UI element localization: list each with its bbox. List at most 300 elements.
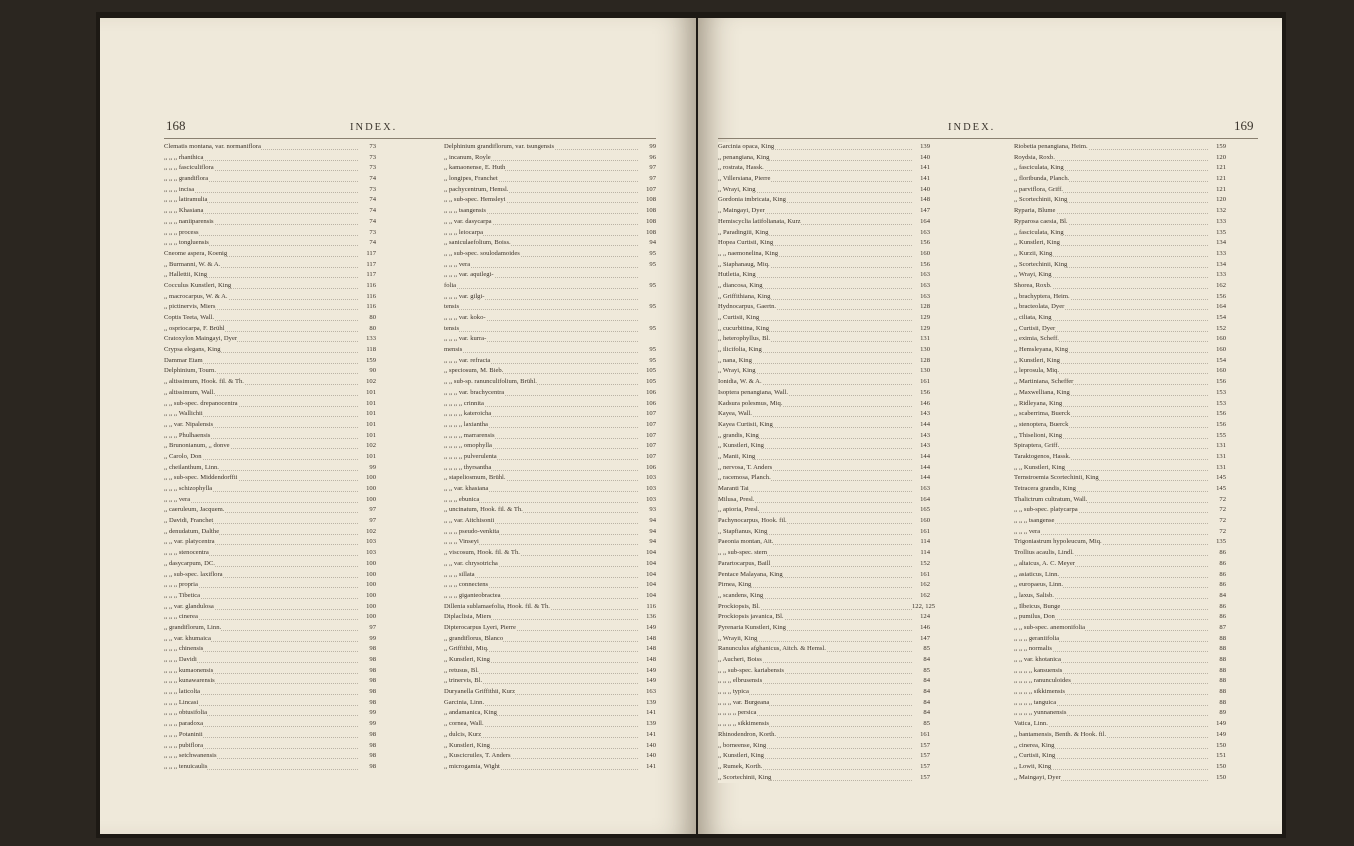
index-entry [444,292,656,303]
entry-page-ref: 155 [1208,431,1226,442]
entry-page-ref: 101 [358,452,376,463]
entry-page-ref: 150 [1208,773,1226,784]
entry-page-ref: 95 [638,345,656,356]
entry-page-ref: 149 [1208,730,1226,741]
index-entry [718,516,930,527]
entry-term: Spiraptera, Griff. [1014,441,1059,452]
page-number: 168 [166,118,186,133]
index-entry [444,505,656,516]
index-entry [1014,762,1226,773]
entry-term: ,, grandiflorum, Linn. [164,623,221,634]
entry-term: ,, incanum, Royle [444,153,491,164]
entry-page-ref: 151 [1208,751,1226,762]
index-entry [164,420,376,431]
entry-term: ,, ospriocarpa, F. Brühl [164,324,224,335]
entry-term: ,, ciliata, King [1014,313,1052,324]
index-entry [444,302,656,313]
entry-term: ,, ,, ,, var. brachycentra [444,388,504,399]
index-entry [718,206,930,217]
entry-page-ref: 145 [1208,473,1226,484]
index-entry [444,377,656,388]
entry-term: Rhinodendron, Korth. [718,730,776,741]
entry-term: ,, Hemsleyana, King [1014,345,1068,356]
index-entry [718,249,930,260]
index-entry [164,217,376,228]
entry-term: ,, ,, ,, setchwanensis [164,751,217,762]
entry-term: ,, ,, ,, elbrusensis [718,676,762,687]
entry-term: ,, ,, ,, var. Burgeana [718,698,769,709]
entry-term: ,, ,, ,, tsangensis [444,206,486,217]
index-entry [164,687,376,698]
entry-term: ,, ,, ,, ,, ranunculoides [1014,676,1071,687]
entry-page-ref: 73 [358,228,376,239]
index-entry [718,313,930,324]
entry-term: ,, trinervis, Bl. [444,676,482,687]
entry-page-ref: 140 [638,741,656,752]
index-entry [444,238,656,249]
entry-page-ref: 102 [358,441,376,452]
entry-page-ref: 102 [358,527,376,538]
index-entry [444,260,656,271]
page-heading: INDEX. [948,122,996,133]
index-entry [164,495,376,506]
entry-term: ,, ,, ,, leiocarpa [444,228,483,239]
entry-term: ,, ,, var. khumaica [164,634,211,645]
entry-term: ,, kamaonense, E. Huth [444,163,505,174]
entry-term: ,, viscosum, Hook. fil. & Th. [444,548,520,559]
index-entry [718,634,930,645]
index-entry [718,217,930,228]
entry-page-ref: 133 [1208,217,1226,228]
index-entry [1014,217,1226,228]
entry-term: ,, ,, ,, propria [164,580,198,591]
entry-page-ref: 73 [358,153,376,164]
entry-page-ref: 95 [638,324,656,335]
open-book [96,12,1286,838]
entry-term: ,, ,, ,, Wallichii [164,409,203,420]
index-entry [444,719,656,730]
index-entry [164,228,376,239]
index-entry [718,292,930,303]
entry-term: ,, Wrayi, King [718,185,756,196]
index-entry [1014,773,1226,784]
entry-term: ,, ,, ,, ,, tanguica [1014,698,1056,709]
entry-page-ref: 72 [1208,495,1226,506]
entry-page-ref: 144 [912,463,930,474]
entry-page-ref: 107 [638,185,656,196]
entry-term: ,, ,, ,, var. aquilegi- [444,270,494,281]
entry-page-ref: 116 [638,602,656,613]
index-entry [444,676,656,687]
entry-term: ,, ,, ,, Khasiana [164,206,203,217]
entry-page-ref: 153 [1208,388,1226,399]
index-entry [164,313,376,324]
entry-page-ref: 149 [638,666,656,677]
entry-term: ,, ,, ,, normalis [1014,644,1052,655]
entry-page-ref: 140 [912,153,930,164]
entry-page-ref: 117 [358,249,376,260]
index-entry [1014,570,1226,581]
index-entry [718,366,930,377]
entry-term: Parartocarpus, Baill [718,559,770,570]
entry-term: ,, Hallettii, King [164,270,207,281]
entry-page-ref: 72 [1208,516,1226,527]
entry-page-ref: 95 [638,302,656,313]
index-entry [164,719,376,730]
index-entry [444,366,656,377]
entry-page-ref: 153 [1208,399,1226,410]
entry-term: Trigoniastrum hypoleucum, Miq. [1014,537,1102,548]
entry-page-ref: 156 [1208,409,1226,420]
entry-term: ,, ,, var. khasiana [444,484,488,495]
index-entry [718,505,930,516]
index-entry [718,388,930,399]
entry-page-ref: 85 [912,719,930,730]
entry-term: ,, Thiselioni, King [1014,431,1062,442]
index-entry [1014,153,1226,164]
entry-page-ref: 74 [358,195,376,206]
entry-page-ref: 100 [358,495,376,506]
entry-page-ref: 141 [638,708,656,719]
entry-page-ref: 163 [912,292,930,303]
entry-term: ,, ,, ,, ,, crinnita [444,399,484,410]
entry-page-ref: 118 [358,345,376,356]
index-entry [718,698,930,709]
dot-leader [444,324,638,332]
index-entry [164,206,376,217]
entry-term: ,, Griffithiana, King [718,292,770,303]
index-entry [164,623,376,634]
entry-term: ,, stapeliosmum, Brühl. [444,473,506,484]
entry-term: ,, ,, sub-spec. stern [718,548,767,559]
entry-page-ref: 98 [358,730,376,741]
entry-term: ,, ,, sub-spec. kariabensis [718,666,784,677]
entry-page-ref: 88 [1208,698,1226,709]
entry-page-ref: 99 [358,463,376,474]
entry-page-ref: 103 [638,495,656,506]
entry-term: ,, Brunonianum, ,, donve [164,441,230,452]
entry-term: ,, ,, ,, Tibetica [164,591,200,602]
entry-term: ,, ,, ,, grandiflora [164,174,208,185]
entry-term: ,, ,, ,, ,, laxiantha [444,420,488,431]
index-entry [718,142,930,153]
entry-term: Ryparosa caesia, Bl. [1014,217,1068,228]
entry-page-ref: 80 [358,324,376,335]
entry-page-ref: 135 [1208,228,1226,239]
entry-term: ,, asiaticus, Linn. [1014,570,1059,581]
entry-page-ref: 130 [912,345,930,356]
entry-page-ref: 157 [912,773,930,784]
entry-page-ref: 98 [358,741,376,752]
entry-page-ref: 107 [638,431,656,442]
index-entry [164,292,376,303]
entry-page-ref: 124 [912,612,930,623]
entry-term: Thalictrum cultratum, Wall. [1014,495,1087,506]
index-entry [1014,334,1226,345]
index-entry [1014,142,1226,153]
index-entry [444,399,656,410]
index-entry [1014,249,1226,260]
entry-term: Ryparia, Blume [1014,206,1056,217]
entry-page-ref: 87 [1208,623,1226,634]
entry-page-ref: 145 [1208,484,1226,495]
entry-page-ref: 106 [638,463,656,474]
entry-page-ref: 130 [912,366,930,377]
entry-term: Ionidia, W. & A. [718,377,762,388]
entry-term: ,, ,, ,, chinensis [164,644,203,655]
entry-term: Ranunculus afghanicus, Aitch. & Hemsl. [718,644,826,655]
entry-page-ref: 121 [1208,185,1226,196]
index-entry [164,473,376,484]
index-entry [1014,537,1226,548]
index-entry [1014,708,1226,719]
entry-page-ref: 146 [912,623,930,634]
index-entry [444,420,656,431]
entry-page-ref: 120 [1208,153,1226,164]
entry-page-ref: 154 [1208,356,1226,367]
entry-page-ref: 107 [638,441,656,452]
entry-term: ,, ,, sub-spec. anemonifolia [1014,623,1085,634]
entry-page-ref: 98 [358,687,376,698]
index-entry [164,655,376,666]
entry-term: ,, ,, ,, Potaninii [164,730,203,741]
entry-term: ,, speciosum, M. Bieb. [444,366,503,377]
entry-page-ref: 128 [912,302,930,313]
entry-page-ref: 88 [1208,666,1226,677]
entry-page-ref: 143 [912,431,930,442]
index-entry [718,441,930,452]
entry-page-ref: 100 [358,602,376,613]
dot-leader [444,345,638,353]
entry-page-ref: 156 [912,388,930,399]
entry-page-ref: 114 [912,548,930,559]
index-entry [164,612,376,623]
index-entry [1014,623,1226,634]
entry-page-ref: 88 [1208,634,1226,645]
entry-page-ref: 85 [912,644,930,655]
entry-term: ,, floribunda, Planch. [1014,174,1069,185]
index-entry [718,623,930,634]
entry-term: ,, Paradingiii, King [718,228,768,239]
index-entry [444,559,656,570]
entry-term: ,, Villersiana, Pierre [718,174,770,185]
index-entry [164,484,376,495]
entry-term: folia [444,281,456,292]
entry-term: ,, ,, var. platycentra [164,537,215,548]
entry-term: ,, ,, ,, ,, persica [718,708,756,719]
entry-term: ,, ,, ,, fasciculiflora [164,163,214,174]
entry-term: ,, Siaphanaug, Miq. [718,260,770,271]
entry-term: ,, ,, ,, ,, sikkimensis [718,719,769,730]
entry-term: ,, ,, ,, vera [1014,527,1040,538]
index-entry [1014,441,1226,452]
entry-page-ref: 103 [638,484,656,495]
index-entry [444,655,656,666]
index-entry [444,153,656,164]
entry-page-ref: 98 [358,762,376,773]
entry-term: ,, ,, ,, incisa [164,185,194,196]
entry-page-ref: 141 [912,163,930,174]
entry-page-ref: 98 [358,698,376,709]
entry-page-ref: 161 [912,527,930,538]
entry-term: ,, ,, var. chrysotricha [444,559,498,570]
entry-term: ,, Rumek, Korth. [718,762,762,773]
entry-page-ref: 150 [1208,762,1226,773]
entry-page-ref: 147 [912,206,930,217]
index-entry [164,334,376,345]
entry-term: Hopea Curtisii, King [718,238,773,249]
entry-page-ref: 140 [912,185,930,196]
entry-page-ref: 162 [912,591,930,602]
index-entry [718,420,930,431]
entry-term: ,, Martiniana, Scheffer [1014,377,1073,388]
entry-page-ref: 156 [1208,292,1226,303]
entry-term: tensis [444,324,459,335]
right-page [698,18,1282,834]
index-entry [718,730,930,741]
entry-term: Duryanella Griffithii, Kurz [444,687,515,698]
entry-term: ,, ,, ,, tenuicaulis [164,762,207,773]
entry-page-ref: 165 [912,505,930,516]
entry-term: Milusa, Presl. [718,495,754,506]
entry-page-ref: 136 [638,612,656,623]
index-entry [1014,676,1226,687]
index-entry [164,195,376,206]
index-entry [718,676,930,687]
entry-page-ref: 148 [638,634,656,645]
entry-page-ref: 95 [638,260,656,271]
entry-term: ,, ,, ,, latiramulia [164,195,207,206]
index-entry [718,238,930,249]
entry-page-ref: 99 [358,719,376,730]
entry-term: ,, Curtisii, King [1014,751,1055,762]
index-entry [1014,602,1226,613]
entry-term: ,, ,, ,, ebunica [444,495,479,506]
entry-page-ref: 101 [358,431,376,442]
index-entry [1014,163,1226,174]
entry-term: ,, caeruleum, Jacquem. [164,505,224,516]
entry-page-ref: 95 [638,356,656,367]
entry-page-ref: 160 [912,516,930,527]
index-entry [1014,463,1226,474]
entry-term: Cratoxylon Maingayi, Dyer [164,334,237,345]
entry-page-ref: 101 [358,409,376,420]
entry-page-ref: 131 [1208,463,1226,474]
entry-term: ,, ,, sub-spec. platycarpa [1014,505,1078,516]
index-entry [444,687,656,698]
entry-term: ,, ,, ,, Vinseyi [444,537,479,548]
entry-page-ref: 133 [1208,270,1226,281]
entry-term: ,, ,, var. glandulosa [164,602,214,613]
entry-term: ,, ,, ,, obtusifolia [164,708,207,719]
index-entry [164,142,376,153]
entry-term: ,, ,, var. Nipalensis [164,420,213,431]
entry-page-ref: 106 [638,399,656,410]
index-entry [718,708,930,719]
index-entry [444,345,656,356]
entry-page-ref: 157 [912,762,930,773]
entry-page-ref: 80 [358,313,376,324]
entry-term: ,, pictinervis, Miers [164,302,215,313]
entry-term: ,, ,, ,, vera [164,495,190,506]
index-entry [444,762,656,773]
index-entry [444,206,656,217]
entry-page-ref: 144 [912,420,930,431]
index-entry [718,719,930,730]
entry-term: ,, ,, ,, tongluensis [164,238,209,249]
index-entry [1014,185,1226,196]
entry-term: ,, ,, ,, paradoxa [164,719,203,730]
entry-term: ,, fasciculata, King [1014,228,1064,239]
entry-term: mensis [444,345,462,356]
entry-term: ,, andamanica, King [444,708,497,719]
entry-page-ref: 117 [358,270,376,281]
index-entry [444,324,656,335]
index-entry [718,409,930,420]
entry-page-ref: 103 [358,548,376,559]
index-entry [1014,281,1226,292]
entry-term: Shorea, Roxb. [1014,281,1052,292]
entry-page-ref: 146 [912,399,930,410]
entry-term: Delphinium grandiflorum, var. tsungensis [444,142,554,153]
entry-term: ,, parviflora, Griff. [1014,185,1063,196]
index-entry [164,602,376,613]
entry-term: ,, ,, sub-spec. Hemsleyi [444,195,506,206]
entry-page-ref: 104 [638,570,656,581]
entry-page-ref: 152 [1208,324,1226,335]
entry-term: ,, Lowii, King [1014,762,1051,773]
index-entry [1014,399,1226,410]
entry-page-ref: 100 [358,580,376,591]
index-entry [164,634,376,645]
entry-page-ref: 101 [358,399,376,410]
index-entry [718,559,930,570]
entry-page-ref: 94 [638,537,656,548]
entry-page-ref: 95 [638,281,656,292]
entry-term: ,, ,, ,, var. kurra- [444,334,486,345]
entry-term: ,, ,, ,, ,, omophylla [444,441,492,452]
entry-page-ref: 97 [358,623,376,634]
entry-term: Cneome aspera, Koenig [164,249,227,260]
index-entry [164,356,376,367]
entry-page-ref: 84 [912,676,930,687]
entry-term: ,, Scortechinii, King [718,773,771,784]
entry-term: ,, Kunstleri, King [1014,238,1060,249]
index-entry [444,473,656,484]
entry-page-ref: 98 [358,751,376,762]
entry-page-ref: 98 [358,676,376,687]
index-entry [444,195,656,206]
entry-page-ref: 152 [912,559,930,570]
entry-page-ref: 102 [358,377,376,388]
entry-page-ref: 74 [358,238,376,249]
index-entry [444,708,656,719]
entry-page-ref: 99 [358,708,376,719]
entry-term: ,, uncinatum, Hook. fil. & Th. [444,505,523,516]
entry-page-ref: 131 [1208,441,1226,452]
entry-term: Diplaclisia, Miers [444,612,491,623]
entry-page-ref: 116 [358,281,376,292]
entry-term: ,, ,, ,, ,, marrarensis [444,431,495,442]
index-entry [1014,516,1226,527]
index-entry [718,484,930,495]
entry-term: ,, penangiana, King [718,153,769,164]
entry-page-ref: 163 [912,281,930,292]
index-entry [1014,655,1226,666]
entry-page-ref: 156 [1208,377,1226,388]
index-entry [718,431,930,442]
index-entry [1014,591,1226,602]
